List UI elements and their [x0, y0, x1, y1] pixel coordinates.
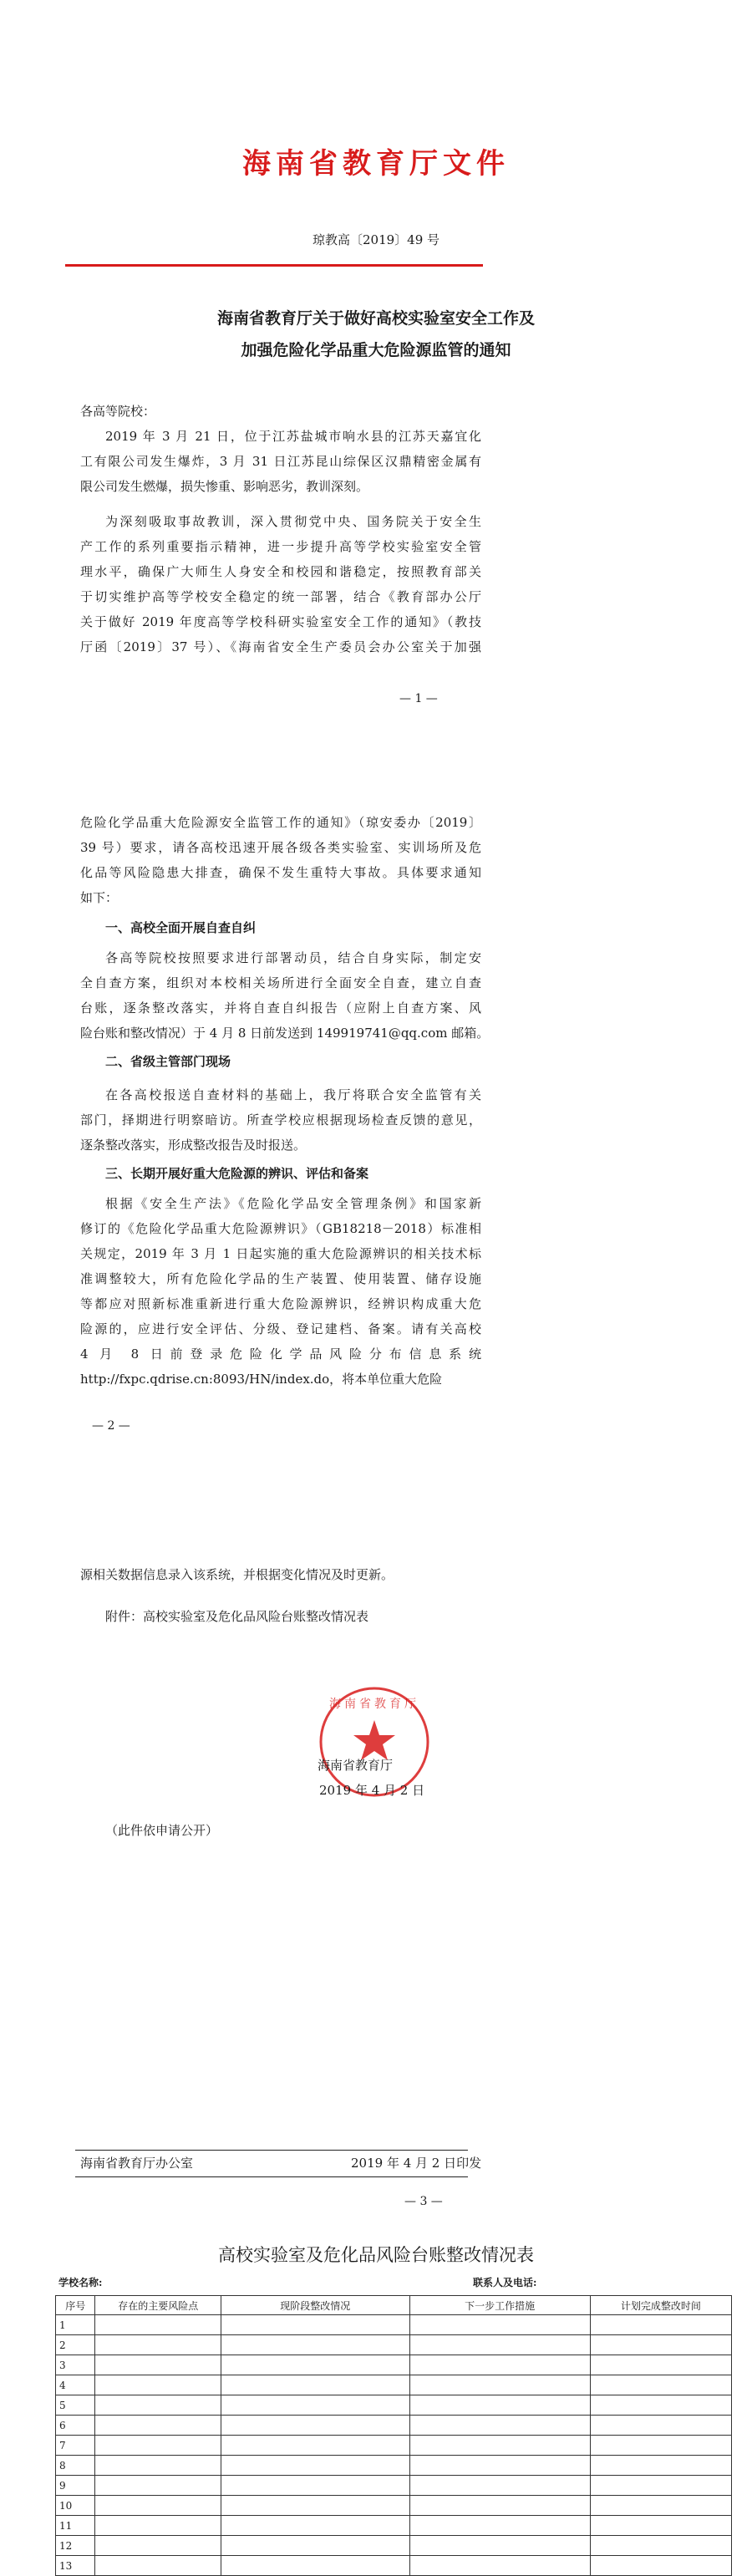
salutation: 各高等院校：	[80, 404, 156, 419]
table-row	[56, 2496, 732, 2516]
table-row	[56, 2556, 732, 2576]
cell[interactable]	[95, 2395, 221, 2416]
table-row	[56, 2395, 732, 2416]
cell[interactable]	[590, 2315, 731, 2335]
row-index: 4	[56, 2375, 95, 2395]
row-index: 6	[56, 2416, 95, 2436]
cell[interactable]	[95, 2436, 221, 2456]
body-line: 等都应对照新标准重新进行重大危险源辨识，经辨识构成重大危	[80, 1296, 481, 1311]
table-header-row	[56, 2296, 732, 2315]
document-header-title: 海南省教育厅文件	[242, 147, 510, 181]
col-header-current: 现阶段整改情况	[221, 2296, 409, 2315]
cell[interactable]	[221, 2416, 409, 2436]
risk-rectification-table	[55, 2295, 732, 2576]
cell[interactable]	[409, 2375, 590, 2395]
notice-title-line-1: 海南省教育厅关于做好高校实验室安全工作及	[216, 309, 535, 328]
page-number: — 1 —	[399, 692, 438, 705]
attachment-note: 附件：高校实验室及危化品风险台账整改情况表	[105, 1609, 369, 1624]
body-line: 准调整较大，所有危险化学品的生产装置、使用装置、储存设施	[80, 1271, 481, 1286]
cell[interactable]	[590, 2496, 731, 2516]
cell[interactable]	[221, 2556, 409, 2576]
body-line: 关规定，2019 年 3 月 1 日起实施的重大危险源辨识的相关技术标	[80, 1246, 481, 1261]
cell[interactable]	[409, 2395, 590, 2416]
school-name-label: 学校名称:	[58, 2277, 103, 2288]
red-divider-line	[65, 264, 483, 267]
footer-bottom-rule	[75, 2176, 468, 2177]
row-index: 2	[56, 2335, 95, 2355]
public-note: （此件依申请公开）	[105, 1823, 219, 1838]
seal-text: 海南省教育厅	[329, 1698, 419, 1711]
body-line: 关于做好 2019 年度高等学校科研实验室安全工作的通知》（教技	[80, 614, 481, 629]
cell[interactable]	[590, 2375, 731, 2395]
cell[interactable]	[409, 2456, 590, 2476]
cell[interactable]	[95, 2556, 221, 2576]
cell[interactable]	[409, 2476, 590, 2496]
cell[interactable]	[409, 2416, 590, 2436]
cell[interactable]	[95, 2355, 221, 2375]
cell[interactable]	[95, 2375, 221, 2395]
body-line: 2019 年 3 月 21 日，位于江苏盐城市响水县的江苏天嘉宜化	[105, 429, 481, 444]
contact-label: 联系人及电话:	[473, 2277, 537, 2288]
row-index: 7	[56, 2436, 95, 2456]
body-line: 4 月 8 日前登录危险化学品风险分布信息系统	[80, 1347, 481, 1362]
table-row	[56, 2476, 732, 2496]
table-row	[56, 2355, 732, 2375]
footer-print-date: 2019 年 4 月 2 日印发	[351, 2156, 482, 2171]
section-heading-1: 一、高校全面开展自查自纠	[105, 920, 257, 935]
row-index: 9	[56, 2476, 95, 2496]
cell[interactable]	[409, 2536, 590, 2556]
body-line: 工有限公司发生爆炸，3 月 31 日江苏昆山综保区汉鼎精密金属有	[80, 454, 481, 469]
signature-date: 2019 年 4 月 2 日	[319, 1783, 425, 1798]
body-line: http://fxpc.qdrise.cn:8093/HN/index.do，将本单位重大危险	[80, 1372, 443, 1387]
cell[interactable]	[221, 2436, 409, 2456]
cell[interactable]	[95, 2476, 221, 2496]
body-line: 部门，择期进行明察暗访。所查学校应根据现场检查反馈的意见，	[80, 1112, 481, 1128]
cell[interactable]	[221, 2496, 409, 2516]
table-row	[56, 2536, 732, 2556]
page-number: — 2 —	[92, 1419, 130, 1433]
table-row	[56, 2456, 732, 2476]
row-index: 12	[56, 2536, 95, 2556]
cell[interactable]	[221, 2536, 409, 2556]
cell[interactable]	[221, 2476, 409, 2496]
row-index: 8	[56, 2456, 95, 2476]
cell[interactable]	[95, 2416, 221, 2436]
cell[interactable]	[221, 2456, 409, 2476]
form-title: 高校实验室及危化品风险台账整改情况表	[218, 2245, 534, 2265]
body-line: 39 号）要求，请各高校迅速开展各级各类实验室、实训场所及危	[80, 840, 481, 855]
body-line: 限公司发生燃爆，损失惨重、影响恶劣，教训深刻。	[80, 479, 369, 494]
cell[interactable]	[409, 2355, 590, 2375]
body-line: 台账，逐条整改落实，并将自查自纠报告（应附上自查方案、风	[80, 1000, 481, 1016]
cell[interactable]	[221, 2395, 409, 2416]
body-line: 源相关数据信息录入该系统，并根据变化情况及时更新。	[80, 1567, 394, 1582]
cell[interactable]	[409, 2335, 590, 2355]
cell[interactable]	[221, 2315, 409, 2335]
cell[interactable]	[590, 2335, 731, 2355]
col-header-next: 下一步工作措施	[409, 2296, 590, 2315]
row-index: 11	[56, 2516, 95, 2536]
footer-office: 海南省教育厅办公室	[80, 2156, 194, 2171]
body-line: 理水平，确保广大师生人身安全和校园和谐稳定，按照教育部关	[80, 564, 481, 579]
cell[interactable]	[590, 2536, 731, 2556]
cell[interactable]	[95, 2516, 221, 2536]
cell[interactable]	[590, 2556, 731, 2576]
body-line: 危险化学品重大危险源安全监管工作的通知》（琼安委办〔2019〕	[80, 815, 481, 830]
body-line: 全自查方案，组织对本校相关场所进行全面安全自查，建立自查	[80, 975, 481, 990]
cell[interactable]	[590, 2395, 731, 2416]
cell[interactable]	[95, 2335, 221, 2355]
cell[interactable]	[95, 2536, 221, 2556]
row-index: 10	[56, 2496, 95, 2516]
cell[interactable]	[590, 2436, 731, 2456]
body-line: 险源的，应进行安全评估、分级、登记建档、备案。请有关高校	[80, 1321, 481, 1336]
cell[interactable]	[221, 2335, 409, 2355]
cell[interactable]	[95, 2456, 221, 2476]
body-line: 险台账和整改情况）于 4 月 8 日前发送到 149919741@qq.com 邮箱。	[80, 1026, 490, 1041]
cell[interactable]	[95, 2315, 221, 2335]
section-heading-2: 二、省级主管部门现场	[105, 1054, 231, 1069]
cell[interactable]	[221, 2355, 409, 2375]
table-row	[56, 2375, 732, 2395]
body-line: 厅函〔2019〕37 号）、《海南省安全生产委员会办公室关于加强	[80, 639, 481, 654]
row-index: 5	[56, 2395, 95, 2416]
body-line: 根据《安全生产法》《危险化学品安全管理条例》和国家新	[105, 1196, 481, 1211]
page-number: — 3 —	[404, 2195, 443, 2208]
table-row	[56, 2315, 732, 2335]
row-index: 1	[56, 2315, 95, 2335]
body-line: 在各高校报送自查材料的基础上，我厅将联合安全监管有关	[105, 1087, 481, 1102]
cell[interactable]	[95, 2496, 221, 2516]
table-row	[56, 2436, 732, 2456]
cell[interactable]	[590, 2516, 731, 2536]
cell[interactable]	[221, 2375, 409, 2395]
signature-org: 海南省教育厅	[318, 1758, 394, 1773]
col-header-deadline: 计划完成整改时间	[590, 2296, 731, 2315]
table-row	[56, 2335, 732, 2355]
cell[interactable]	[409, 2496, 590, 2516]
document-number: 琼教高〔2019〕49 号	[312, 232, 440, 247]
row-index: 3	[56, 2355, 95, 2375]
row-index: 13	[56, 2556, 95, 2576]
cell[interactable]	[590, 2355, 731, 2375]
cell[interactable]	[409, 2556, 590, 2576]
section-heading-3: 三、长期开展好重大危险源的辨识、评估和备案	[105, 1166, 369, 1181]
table-row	[56, 2416, 732, 2436]
body-line: 逐条整改落实，形成整改报告及时报送。	[80, 1138, 307, 1153]
cell[interactable]	[221, 2516, 409, 2536]
body-line: 于切实维护高等学校安全稳定的统一部署，结合《教育部办公厅	[80, 589, 481, 604]
cell[interactable]	[409, 2436, 590, 2456]
body-line: 产工作的系列重要指示精神，进一步提升高等学校实验室安全管	[80, 539, 481, 554]
cell[interactable]	[590, 2476, 731, 2496]
body-line: 为深刻吸取事故教训，深入贯彻党中央、国务院关于安全生	[105, 514, 481, 529]
body-line: 各高等院校按照要求进行部署动员，结合自身实际，制定安	[105, 950, 481, 965]
cell[interactable]	[409, 2516, 590, 2536]
table-row	[56, 2516, 732, 2536]
notice-title-line-2: 加强危险化学品重大危险源监管的通知	[241, 341, 511, 359]
footer-top-rule	[75, 2150, 468, 2151]
cell[interactable]	[590, 2416, 731, 2436]
body-line: 化品等风险隐患大排查，确保不发生重特大事故。具体要求通知	[80, 865, 481, 880]
cell[interactable]	[590, 2456, 731, 2476]
body-line: 修订的《危险化学品重大危险源辨识》（GB18218－2018）标准相	[80, 1221, 481, 1236]
body-line: 如下：	[80, 890, 119, 905]
col-header-index: 序号	[56, 2296, 95, 2315]
col-header-risk: 存在的主要风险点	[95, 2296, 221, 2315]
cell[interactable]	[409, 2315, 590, 2335]
